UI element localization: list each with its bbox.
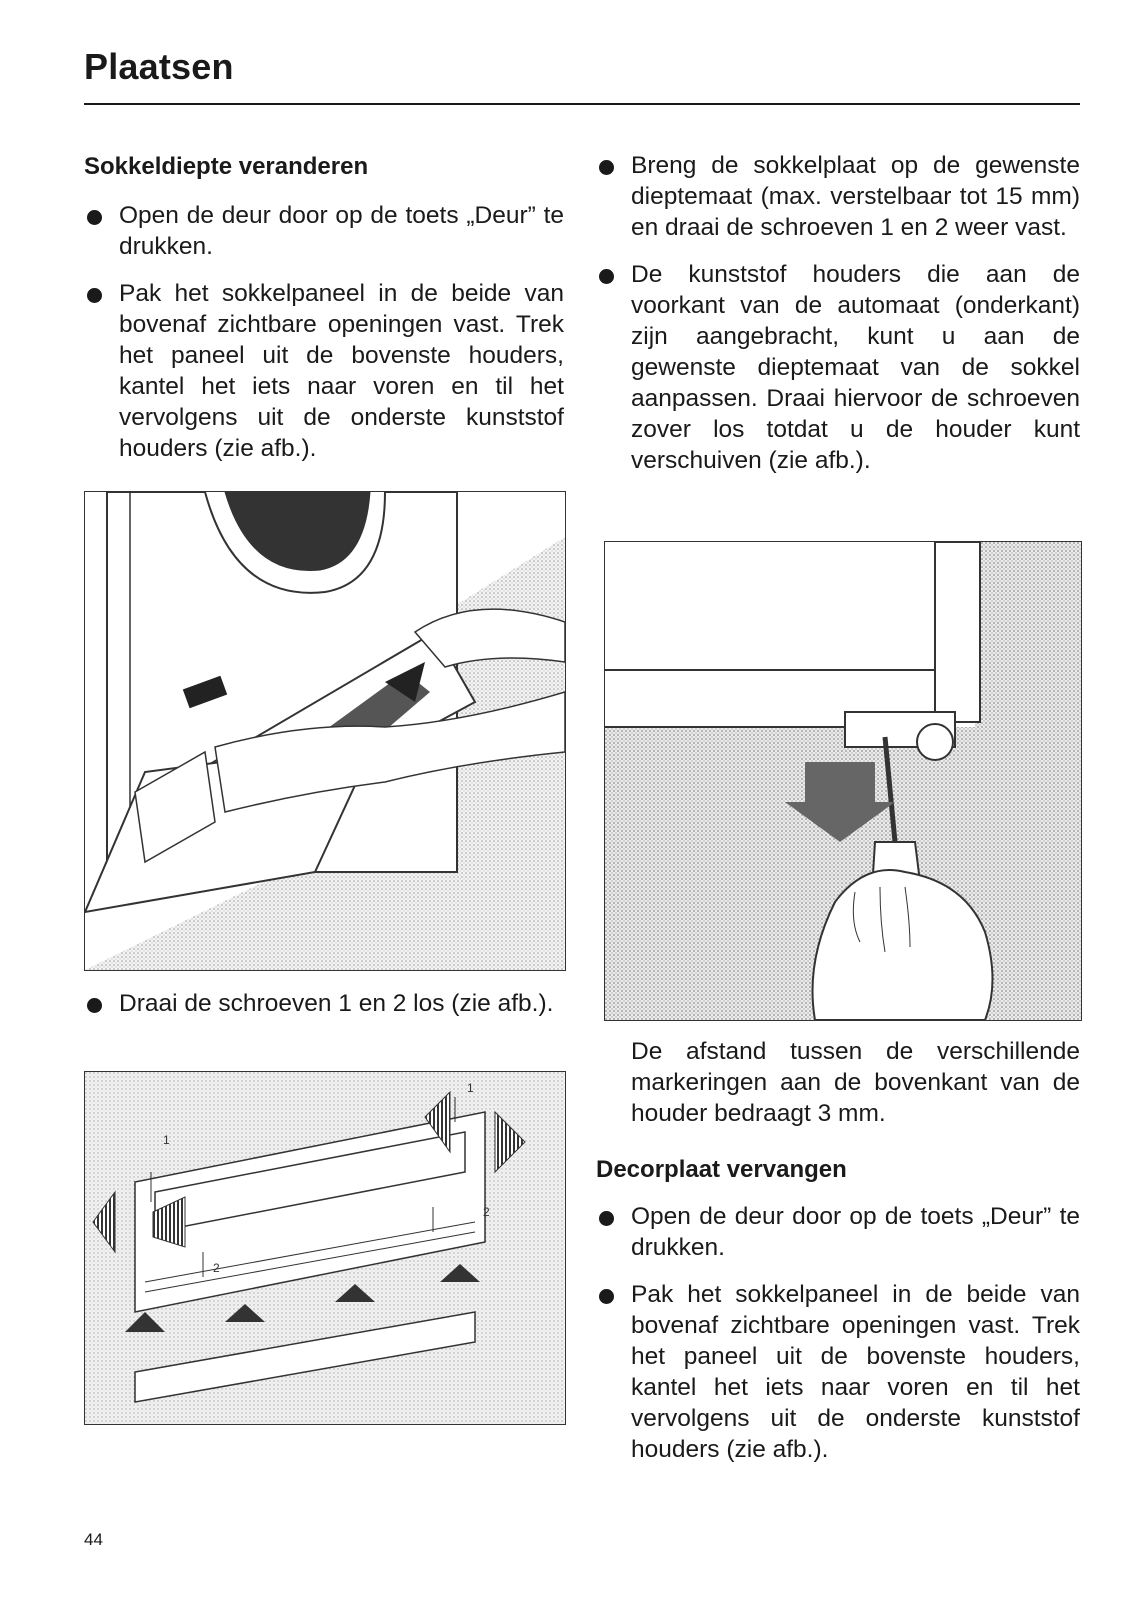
figure-remove-plinth — [84, 491, 566, 971]
bullet-text: Draai de schroeven 1 en 2 los (zie afb.). — [119, 990, 554, 1017]
bullet-text: Pak het sokkelpaneel in de beide van bovenaf zichtbare openingen vast. Trek het paneel uit de bovenste houders, kantel het iets naar voren en til het vervolgens uit de onderste kunststof houders (zie afb.). — [631, 1281, 1080, 1463]
figure-plinth-screws — [84, 1071, 566, 1425]
left-column — [84, 150, 564, 464]
bullet-dot — [599, 1211, 614, 1226]
right-column-bottom — [596, 1036, 1080, 1465]
bullet-dot — [87, 998, 102, 1013]
bullet-item — [596, 150, 1080, 243]
screw-label: 2 — [213, 1261, 220, 1275]
bullet-dot — [87, 210, 102, 225]
left-bullet-screws — [84, 988, 564, 1019]
page-number: 44 — [84, 1530, 103, 1549]
figure-adjust-holder — [604, 541, 1082, 1021]
bullet-text: Breng de sokkelplaat op de gewenste dieptemaat (max. verstelbaar tot 15 mm) en draai de schroeven 1 en 2 weer vast. — [631, 152, 1080, 241]
right-column-top — [596, 150, 1080, 476]
bullet-item — [596, 1279, 1080, 1465]
bullet-item — [596, 1201, 1080, 1263]
bullet-item — [596, 259, 1080, 476]
screw-label: 1 — [467, 1081, 474, 1095]
bullet-text: De kunststof houders die aan de voorkant van de automaat (onderkant) zijn aangebracht, kunt u aan de gewenste dieptemaat van de sokkel aanpassen. Draai hiervoor de schroeven zover los totdat u de houder kunt verschuiven (zie afb.). — [631, 261, 1080, 474]
bullet-text: Open de deur door op de toets „Deur” te drukken. — [631, 1203, 1080, 1261]
bullet-dot — [599, 269, 614, 284]
title-rule — [84, 103, 1080, 105]
bullet-item — [84, 200, 564, 262]
bullet-text: Open de deur door op de toets „Deur” te drukken. — [119, 202, 564, 260]
section-heading-decorplaat: Decorplaat vervangen — [596, 1156, 847, 1183]
screw-label: 2 — [483, 1205, 490, 1219]
bullet-dot — [599, 160, 614, 175]
bullet-item — [84, 988, 564, 1019]
bullet-text: Pak het sokkelpaneel in de beide van bovenaf zichtbare openingen vast. Trek het paneel uit de bovenste houders, kantel het iets naar voren en til het vervolgens uit de onderste kunststof houders (zie afb.). — [119, 280, 564, 462]
note-paragraph: De afstand tussen de verschillende markeringen aan de bovenkant van de houder bedraagt 3 mm. — [631, 1038, 1080, 1127]
bullet-item — [84, 278, 564, 464]
page-title: Plaatsen — [84, 46, 234, 87]
bullet-dot — [599, 1289, 614, 1304]
screw-label: 1 — [163, 1133, 170, 1147]
bullet-dot — [87, 288, 102, 303]
section-heading-sokkeldiepte: Sokkeldiepte veranderen — [84, 153, 369, 180]
